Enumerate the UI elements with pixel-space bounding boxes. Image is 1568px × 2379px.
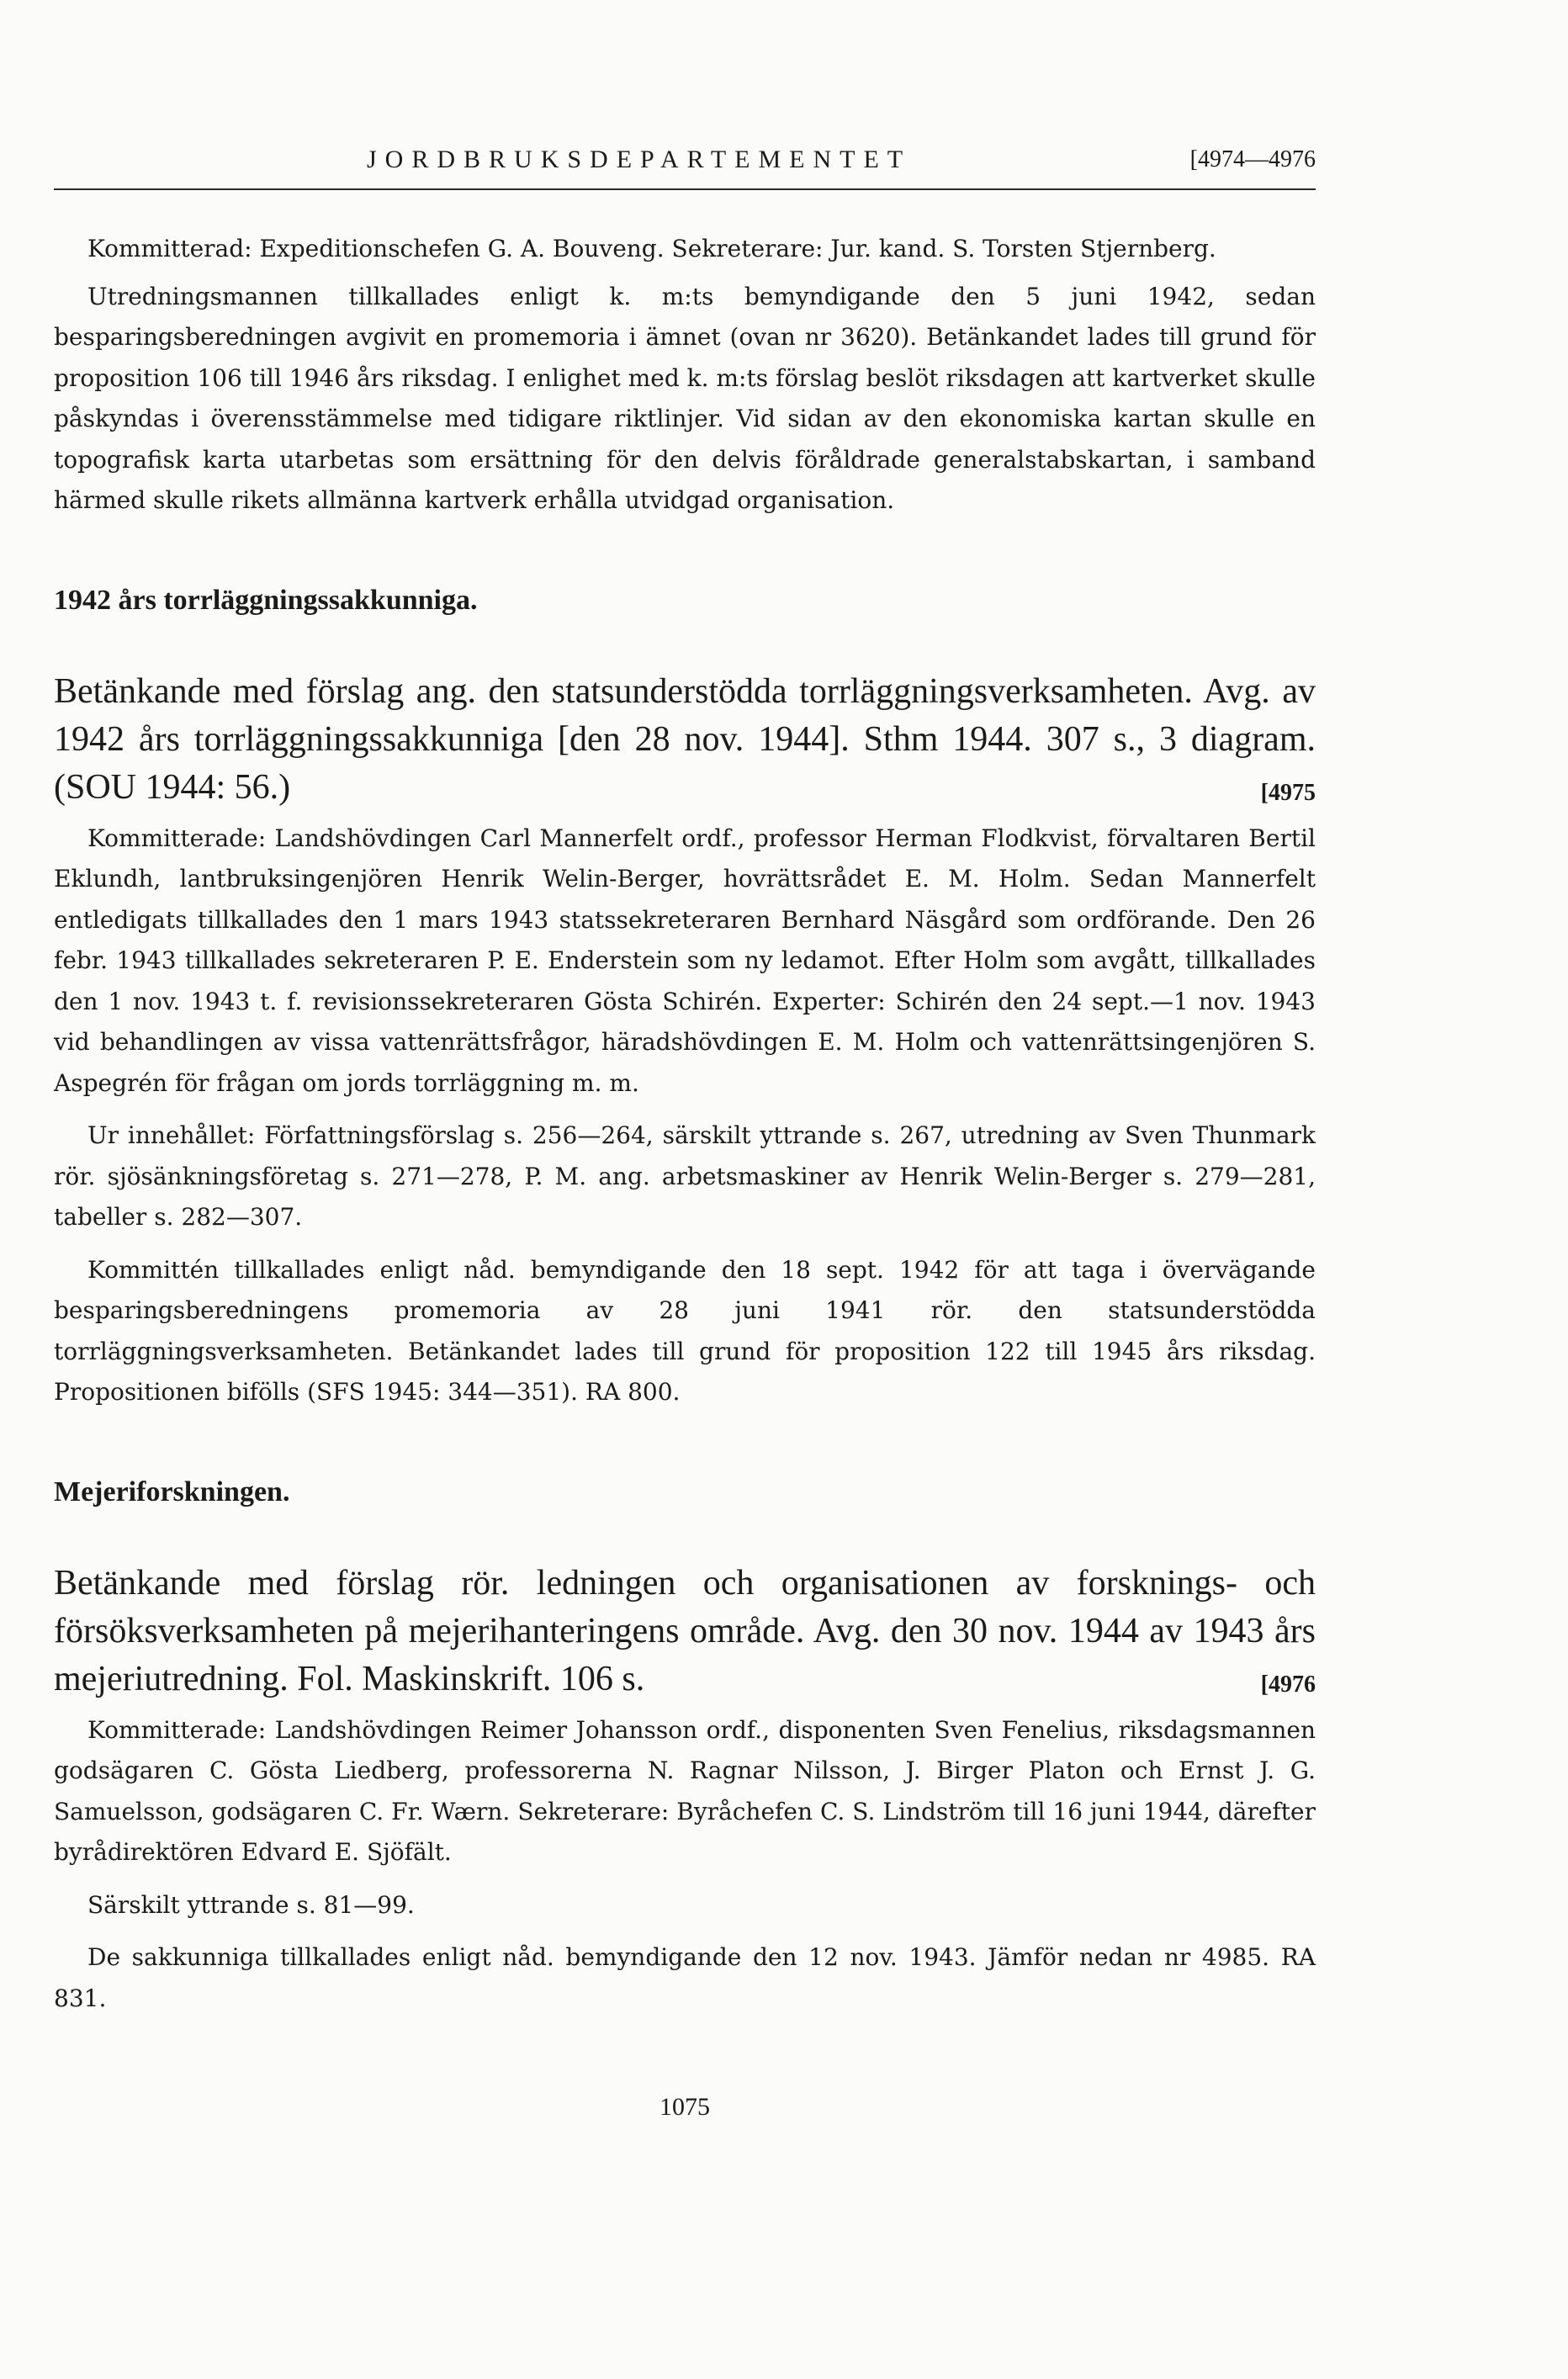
entry-title-4976 xyxy=(54,1560,1316,1703)
committee-members-paragraph: Kommitterade: Landshövdingen Carl Mannerfelt ordf., professor Herman Flodkvist, förvaltaren Bertil Eklundh, lantbruksingenjören Henrik Welin-Berger, hovrättsrådet E. M. Holm. Sedan Mannerfelt entledigats tillkallades den 1 mars 1943 statssekreteraren Bernhard Näsgård som ordförande. Den 26 febr. 1943 tillkallades sekreteraren P. E. Enderstein som ny ledamot. Efter Holm som avgått, tillkallades den 1 nov. 1943 t. f. revisionssekreteraren Gösta Schirén. Experter: Schirén den 24 sept.—1 nov. 1943 vid behandlingen av vissa vattenrättsfrågor, häradshövdingen E. M. Holm och vattenrättsingenjören S. Aspegrén för frågan om jords torrläggning m. m. xyxy=(54,824,1316,1097)
dissent-paragraph: Särskilt yttrande s. 81—99. xyxy=(87,1890,415,1919)
entry-number: [4976 xyxy=(1260,1671,1316,1698)
section-heading-mejeriforskning: Mejeriforskningen. xyxy=(54,1476,290,1507)
intro-summary-paragraph: Utredningsmannen tillkallades enligt k. m:ts bemyndigande den 5 juni 1942, sedan besparingsberedningen avgivit en promemoria i ämnet (ovan nr 3620). Betänkandet lades till grund för proposition 106 till 1946 års riksdag. I enlighet med k. m:ts förslag beslöt riksdagen att kartverket skulle påskyndas i överensstämmelse med tidigare riktlinjer. Vid sidan av den ekonomiska kartan skulle en topografisk karta utarbetas som ersättning för den delvis föråldrade generalstabskartan, i samband härmed skulle rikets allmänna kartverk erhålla utvidgad organisation. xyxy=(54,282,1316,514)
page-number: 1075 xyxy=(660,2093,710,2121)
page-content xyxy=(54,143,1316,2121)
mandate-paragraph: De sakkunniga tillkallades enligt nåd. bemyndigande den 12 nov. 1943. Jämför nedan nr 4985. RA 831. xyxy=(54,1943,1316,2012)
entry-number: [4975 xyxy=(1260,779,1316,806)
entry-range: [4974—4976 xyxy=(1189,146,1316,172)
intro-committee-paragraph: Kommitterad: Expeditionschefen G. A. Bouveng. Sekreterare: Jur. kand. S. Torsten Stjernberg. xyxy=(87,235,1216,262)
entry-title-4975 xyxy=(54,668,1316,812)
entry-title-text: Betänkande med förslag rör. ledningen och organisationen av forsknings- och försöksverksamheten på mejerihanteringens område. Avg. den 30 nov. 1944 av 1943 års mejeriutredning. Fol. Maskinskrift. 106 s. xyxy=(54,1563,1316,1698)
contents-paragraph: Ur innehållet: Författningsförslag s. 256—264, särskilt yttrande s. 267, utredning av Sven Thunmark rör. sjösänkningsföretag s. 271—278, P. M. ang. arbetsmaskiner av Henrik Welin-Berger s. 279—281, tabeller s. 282—307. xyxy=(54,1121,1316,1231)
committee-members-paragraph: Kommitterade: Landshövdingen Reimer Johansson ordf., disponenten Sven Fenelius, riksdagsmannen godsägaren C. Gösta Liedberg, professorerna N. Ragnar Nilsson, J. Birger Platon och Ernst J. G. Samuelsson, godsägaren C. Fr. Wærn. Sekreterare: Byråchefen C. S. Lindström till 16 juni 1944, därefter byrådirektören Edvard E. Sjöfält. xyxy=(54,1715,1316,1866)
mandate-paragraph: Kommittén tillkallades enligt nåd. bemyndigande den 18 sept. 1942 för att taga i övervägande besparingsberedningens promemoria av 28 juni 1941 rör. den statsunderstödda torrläggningsverksamheten. Betänkandet lades till grund för proposition 122 till 1945 års riksdag. Propositionen bifölls (SFS 1945: 344—351). RA 800. xyxy=(54,1255,1316,1406)
entry-title-text: Betänkande med förslag ang. den statsunderstödda torrläggningsverksamheten. Avg. av 1942 års torrläggningssakkunniga [den 28 nov. 1944]. Sthm 1944. 307 s., 3 diagram. (SOU 1944: 56.) xyxy=(54,671,1316,807)
running-head: JORDBRUKSDEPARTEMENTET xyxy=(367,146,912,173)
section-heading-torrlaggning: 1942 års torrläggningssakkunniga. xyxy=(54,584,478,616)
page-header xyxy=(54,143,1316,190)
